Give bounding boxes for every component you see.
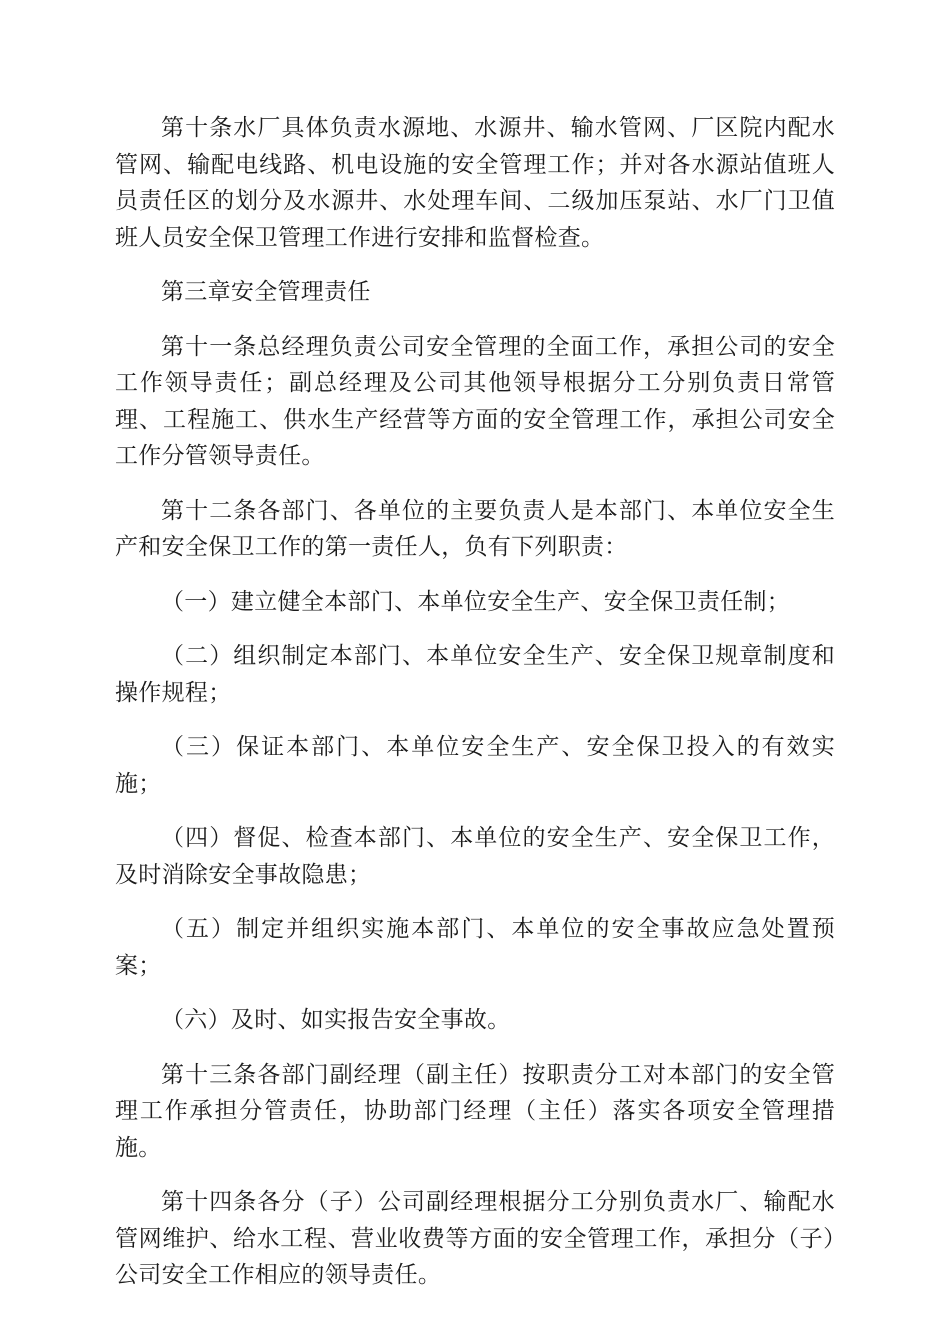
document-page (115, 110, 835, 1312)
article-11-paragraph: 第十一条总经理负责公司安全管理的全面工作，承担公司的安全工作领导责任；副总经理及公司其他领导根据分工分别负责日常管理、工程施工、供水生产经营等方面的安全管理工作，承担公司安全工作分管领导责任。 (115, 333, 835, 469)
chapter-3-heading: 第三章安全管理责任 (161, 279, 371, 305)
duty-item-6: （六）及时、如实报告安全事故。 (161, 1007, 511, 1033)
duty-item-1: （一）建立健全本部门、本单位安全生产、安全保卫责任制； (161, 588, 791, 615)
article-14-paragraph: 第十四条各分（子）公司副经理根据分工分别负责水厂、输配水管网维护、给水工程、营业收费等方面的安全管理工作，承担分（子）公司安全工作相应的领导责任。 (115, 1189, 835, 1288)
article-13-paragraph: 第十三条各部门副经理（副主任）按职责分工对本部门的安全管理工作承担分管责任，协助部门经理（主任）落实各项安全管理措施。 (115, 1061, 835, 1161)
duty-item-3: （三）保证本部门、本单位安全生产、安全保卫投入的有效实施； (115, 734, 835, 797)
duty-item-5: （五）制定并组织实施本部门、本单位的安全事故应急处置预案； (115, 916, 835, 979)
duty-item-2: （二）组织制定本部门、本单位安全生产、安全保卫规章制度和操作规程； (115, 643, 835, 706)
article-12-paragraph: 第十二条各部门、各单位的主要负责人是本部门、本单位安全生产和安全保卫工作的第一责任人，负有下列职责： (115, 497, 835, 560)
article-10-paragraph: 第十条水厂具体负责水源地、水源井、输水管网、厂区院内配水管网、输配电线路、机电设施的安全管理工作；并对各水源站值班人员责任区的划分及水源井、水处理车间、二级加压泵站、水厂门卫值班人员安全保卫管理工作进行安排和监督检查。 (115, 115, 835, 251)
duty-item-4: （四）督促、检查本部门、本单位的安全生产、安全保卫工作，及时消除安全事故隐患； (115, 825, 835, 888)
